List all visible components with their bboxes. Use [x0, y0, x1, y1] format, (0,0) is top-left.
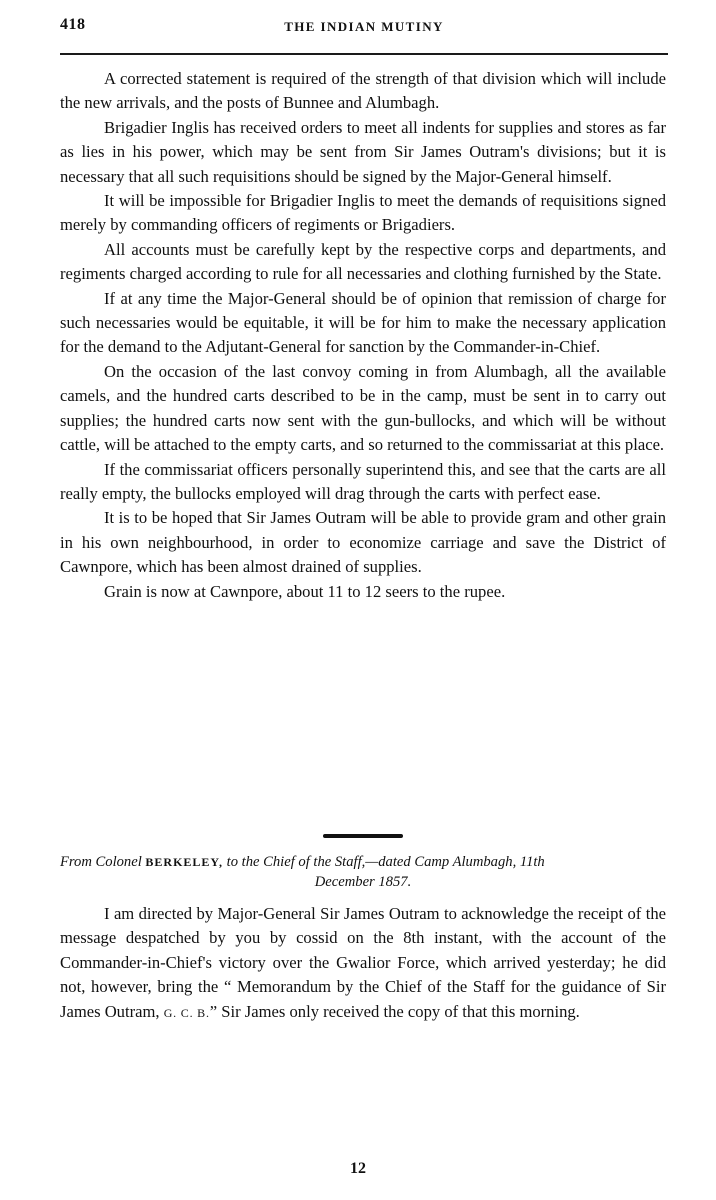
letter-heading-from: From Colonel	[60, 854, 142, 870]
paragraph: If at any time the Major-General should be of opinion that remission of charge for such necessaries would be equitable, it will be for him to make the necessary application for the demand to the Adjutant-General for sanction by the Commander-in-Chief.	[60, 288, 666, 357]
paragraph: It will be impossible for Brigadier Inglis to meet the demands of requisitions signed merely by commanding officers of regiments or Brigadiers.	[60, 191, 666, 235]
main-text	[60, 67, 666, 604]
paragraph: Grain is now at Cawnpore, about 11 to 12 seers to the rupee.	[104, 581, 506, 601]
paragraph: It is to be hoped that Sir James Outram will be able to provide gram and other grain in his own neighbourhood, in order to economize carriage and save the District of Cawnpore, which has been almost drained of supplies.	[60, 508, 666, 577]
letter-heading-name: BERKELEY,	[145, 855, 223, 869]
honours-abbreviation: G. C. B.	[163, 1005, 210, 1020]
letter-heading-rest: to the Chief of the Staff,—dated Camp Alumbagh, 11th	[226, 854, 545, 870]
letter-heading	[60, 852, 666, 892]
running-head	[60, 16, 668, 40]
paragraph: A corrected statement is required of the strength of that division which will include the new arrivals, and the posts of Bunnee and Alumbagh.	[60, 69, 666, 113]
letter-text-part1: I am directed by Major-General Sir James Outram to acknowledge the receipt of the message despatched by you by cossid on the 8th instant, with the account of the Commander-in-Chief's victory over the Gwalior Force, which arrived yesterday; he did not, however, bring the “ Memorandum by the Chief of the Staff for the guidance of Sir James Outram,	[60, 904, 666, 1021]
running-title: THE INDIAN MUTINY	[284, 19, 444, 34]
paragraph: If the commissariat officers personally superintend this, and see that the carts are all really empty, the bullocks employed will drag through the carts with perfect ease.	[60, 459, 666, 503]
paragraph: Brigadier Inglis has received orders to meet all indents for supplies and stores as far as lies in his power, which may be sent from Sir James Outram's divisions; but it is necessary that all such requisitions should be signed by the Major-General himself.	[60, 117, 666, 186]
paragraph: All accounts must be carefully kept by the respective corps and departments, and regiments charged according to rule for all necessaries and clothing furnished by the State.	[60, 239, 666, 284]
section-divider	[323, 834, 403, 838]
letter-body	[60, 902, 666, 1025]
header-rule	[60, 53, 668, 55]
page-number: 418	[60, 16, 86, 33]
letter-paragraph	[60, 902, 666, 1025]
signature-mark: 12	[350, 1160, 366, 1177]
letter-text-part2: ” Sir James only received the copy of that this morning.	[209, 1001, 580, 1021]
paragraph: On the occasion of the last convoy coming in from Alumbagh, all the available camels, and the hundred carts described to be in the camp, must be sent in to carry out supplies; the hundred carts now sent with the gun-bullocks, and which will be without cattle, will be attached to the empty carts, and so returned to the commissariat at this place.	[60, 361, 666, 455]
letter-heading-date: December 1857.	[314, 874, 412, 890]
